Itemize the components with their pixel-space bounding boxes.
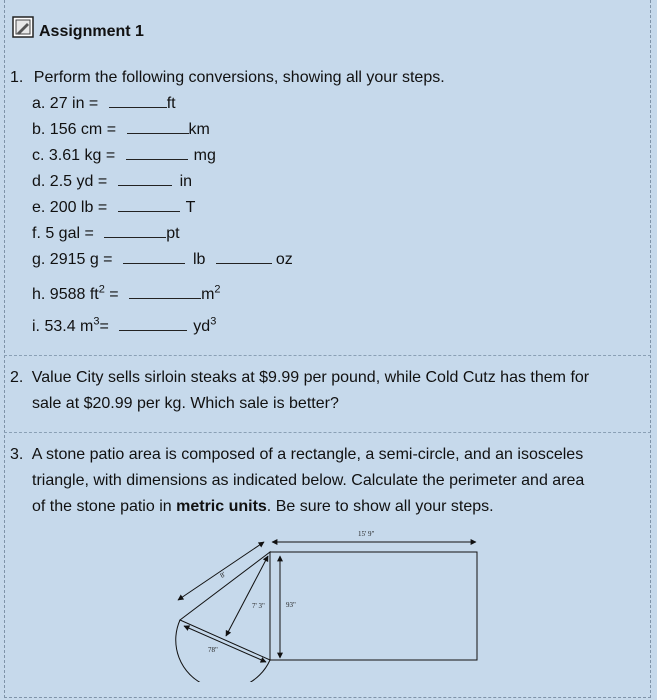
diameter-label: 78" [208,646,218,654]
answer-blank-2[interactable] [216,249,272,264]
target-unit [201,286,220,303]
label-equals: = [104,286,119,304]
patio-diagram [170,522,490,682]
question-text: Value City sells sirloin steaks at $9.99 per pound, while Cold Cutz has them for [31,369,590,386]
target-unit: ft [166,95,176,112]
separator [4,355,651,356]
conversion-label: c. 3.61 kg = [32,147,116,164]
label-text: i. 53.4 m [32,318,94,336]
conversion-item-f [10,221,650,247]
answer-blank[interactable] [126,145,188,160]
target-unit [193,318,216,335]
question-3-line-3 [10,494,650,520]
title-row [12,13,144,41]
conversion-label: g. 2915 g = [32,251,113,268]
conversion-item-i [10,305,650,337]
answer-blank[interactable] [123,249,185,264]
target-unit-2: oz [275,251,293,268]
question-1-prompt [10,65,650,91]
question-3-line-1 [10,442,650,468]
question-number: 1. [10,69,24,86]
conversion-label: f. 5 gal = [32,225,94,242]
side-label: 8' [218,570,228,580]
label-text: h. 9588 ft [32,286,99,304]
question-text: A stone patio area is composed of a rectangle, a semi-circle, and an isosceles [31,446,584,463]
question-2-line-2: sale at $20.99 per kg. Which sale is better? [32,395,339,412]
altitude-label: 7' 3" [252,602,265,610]
target-unit: mg [193,147,216,164]
target-unit: pt [166,225,180,242]
conversion-label: d. 2.5 yd = [32,173,108,190]
text-segment: of the stone patio in [32,498,177,515]
conversion-label: b. 156 cm = [32,121,117,138]
height-label: 93" [286,601,296,609]
conversion-item-b [10,117,650,143]
conversion-item-c [10,143,650,169]
target-unit: T [185,199,196,216]
conversion-item-a [10,91,650,117]
unit-text: m [201,286,215,304]
target-unit: lb [192,251,206,268]
conversion-item-e [10,195,650,221]
exponent: 2 [98,284,105,296]
answer-blank[interactable] [109,93,167,108]
edit-document-icon [12,16,34,38]
answer-blank[interactable] [129,284,201,299]
text-segment: . Be sure to show all your steps. [266,498,494,515]
patio-rectangle [270,552,477,660]
separator [4,432,651,433]
width-label: 15' 9" [358,530,375,538]
patio-semicircle [176,620,270,682]
answer-blank[interactable] [118,171,172,186]
conversion-label [32,318,109,335]
question-3 [10,442,650,520]
question-number: 2. [10,369,24,386]
conversion-item-h [10,273,650,305]
page-title: Assignment 1 [39,23,144,40]
label-equals: = [99,318,109,336]
answer-blank[interactable] [118,197,180,212]
question-2-line-1 [10,365,650,391]
unit-text: yd [193,318,211,336]
answer-blank[interactable] [127,119,189,134]
exponent: 3 [210,316,217,328]
conversion-label [32,286,119,303]
target-unit: in [179,173,193,190]
question-number: 3. [10,446,24,463]
exponent: 3 [93,316,100,328]
question-3-line-2: triangle, with dimensions as indicated below. Calculate the perimeter and area [32,472,585,489]
question-text: Perform the following conversions, showing all your steps. [33,69,445,86]
question-2 [10,365,650,417]
conversion-item-d [10,169,650,195]
exponent: 2 [214,284,221,296]
diameter-dimension-line [184,626,266,662]
answer-blank[interactable] [104,223,166,238]
conversion-label: e. 200 lb = [32,199,108,216]
altitude-line [226,556,268,636]
conversion-item-g [10,247,650,273]
question-1 [10,65,650,337]
emphasis-metric-units: metric units [176,498,267,515]
conversion-label: a. 27 in = [32,95,99,112]
target-unit: km [188,121,210,138]
answer-blank[interactable] [119,316,187,331]
